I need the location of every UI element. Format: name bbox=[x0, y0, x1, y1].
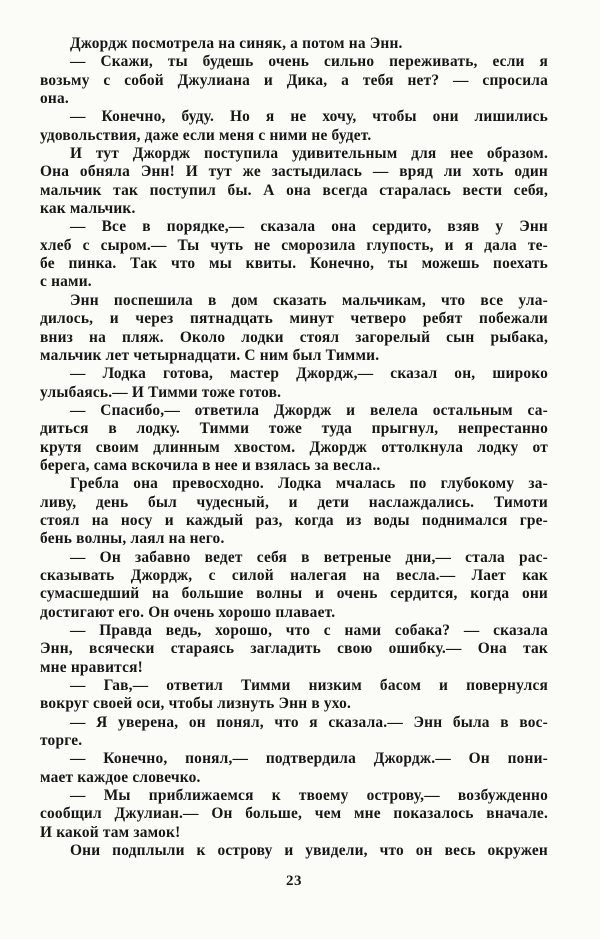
paragraph bbox=[40, 108, 548, 145]
text-line: как мальчик. bbox=[40, 200, 136, 218]
text-line: — Все в порядке,— сказала она сердито, взяв у Энн bbox=[70, 218, 548, 236]
text-line: Энн поспешила в дом сказать мальчикам, что все ула- bbox=[70, 291, 548, 309]
paragraph bbox=[40, 677, 548, 714]
text-line: И какой там замок! bbox=[40, 823, 181, 841]
text-line: торге. bbox=[40, 732, 83, 750]
paragraph bbox=[40, 787, 548, 842]
text-line: мальчик лет четырнадцати. С ним был Тимми. bbox=[40, 346, 380, 364]
text-line: с нами. bbox=[40, 273, 92, 291]
paragraph bbox=[40, 292, 548, 365]
text-line: сказывать Джордж, с силой налегая на весла.— Лает как bbox=[40, 566, 548, 584]
text-line: — Спасибо,— ответила Джордж и велела остальным са- bbox=[70, 401, 548, 419]
text-line: — Мы приближаемся к твоему острову,— возбужденно bbox=[70, 787, 548, 805]
text-line: И тут Джордж поступила удивительным для нее образом. bbox=[70, 145, 548, 163]
paragraph bbox=[40, 145, 548, 218]
text-line: Гребла она превосходно. Лодка мчалась по глубокому за- bbox=[70, 475, 548, 493]
text-line: — Гав,— ответил Тимми низким басом и повернулся bbox=[70, 677, 548, 695]
text-line: возьму с собой Джулиана и Дика, а тебя нет? — спросила bbox=[40, 71, 548, 89]
text-line: — Лодка готова, мастер Джордж,— сказал он, широко bbox=[70, 365, 548, 383]
text-line: мне нравится! bbox=[40, 658, 143, 676]
text-line: достигают его. Он очень хорошо плавает. bbox=[40, 603, 336, 621]
text-line: улыбаясь.— И Тимми тоже готов. bbox=[40, 383, 282, 401]
paragraph bbox=[40, 402, 548, 475]
text-line: сумасшедший на большие волны и очень сердится, когда они bbox=[40, 585, 548, 603]
text-line: — Конечно, буду. Но я не хочу, чтобы они лишились bbox=[70, 108, 548, 126]
text-line: сообщил Джулиан.— Он больше, чем мне показалось вначале. bbox=[40, 805, 548, 823]
text-line: вокруг своей оси, чтобы лизнуть Энн в ухо. bbox=[40, 695, 352, 713]
text-line: вниз на пляж. Около лодки стоял загорелый сын рыбака, bbox=[40, 328, 548, 346]
text-line: удовольствия, даже если меня с ними не будет. bbox=[40, 126, 372, 144]
text-line: Джордж посмотрела на синяк, а потом на Энн. bbox=[70, 35, 403, 52]
text-line: она. bbox=[40, 90, 69, 108]
text-line: — Скажи, ты будешь очень сильно переживать, если я bbox=[70, 53, 548, 71]
paragraph bbox=[40, 842, 548, 860]
text-line: Они подплыли к острову и увидели, что он весь окружен bbox=[70, 842, 548, 860]
page-number: 23 bbox=[286, 873, 302, 890]
text-line: мает каждое словечко. bbox=[40, 768, 201, 786]
paragraph bbox=[40, 475, 548, 548]
paragraph bbox=[40, 218, 548, 291]
text-line: бе пинка. Так что мы квиты. Конечно, ты можешь поехать bbox=[40, 255, 548, 273]
paragraph bbox=[40, 365, 548, 402]
paragraph bbox=[40, 622, 548, 677]
text-line: — Он забавно ведет себя в ветреные дни,— стала рас- bbox=[70, 548, 548, 566]
paragraph bbox=[40, 53, 548, 108]
text-line: бень волны, лаял на него. bbox=[40, 530, 225, 548]
paragraph bbox=[40, 750, 548, 787]
text-line: ливу, день был чудесный, и дети наслаждались. Тимоти bbox=[40, 493, 548, 511]
text-line: диться в лодку. Тимми тоже туда прыгнул, непрестанно bbox=[40, 420, 548, 438]
text-line: мальчик так поступил бы. А она всегда старалась вести себя, bbox=[40, 181, 548, 199]
text-line: стоял на носу и каждый раз, когда из воды поднимался гре- bbox=[40, 511, 548, 529]
text-line: Энн, всячески стараясь загладить свою ошибку.— Она так bbox=[40, 640, 548, 658]
text-line: Она обняла Энн! И тут же застыдилась — вряд ли хоть один bbox=[40, 163, 548, 181]
text-line: — Конечно, понял,— подтвердила Джордж.— Он пони- bbox=[70, 750, 548, 768]
paragraph bbox=[40, 549, 548, 622]
paragraph bbox=[40, 35, 548, 53]
text-line: — Я уверена, он понял, что я сказала.— Энн была в вос- bbox=[70, 713, 548, 731]
text-line: крутя своим длинным хвостом. Джордж оттолкнула лодку от bbox=[40, 438, 548, 456]
text-line: берега, сама вскочила в нее и взялась за весла.. bbox=[40, 456, 381, 474]
paragraph bbox=[40, 714, 548, 751]
text-line: хлеб с сыром.— Ты чуть не сморозила глупость, и я дала те- bbox=[40, 236, 548, 254]
text-line: — Правда ведь, хорошо, что с нами собака? — сказала bbox=[70, 622, 548, 639]
text-line: дилось, и через пятнадцать минут четверо ребят побежали bbox=[40, 310, 548, 328]
